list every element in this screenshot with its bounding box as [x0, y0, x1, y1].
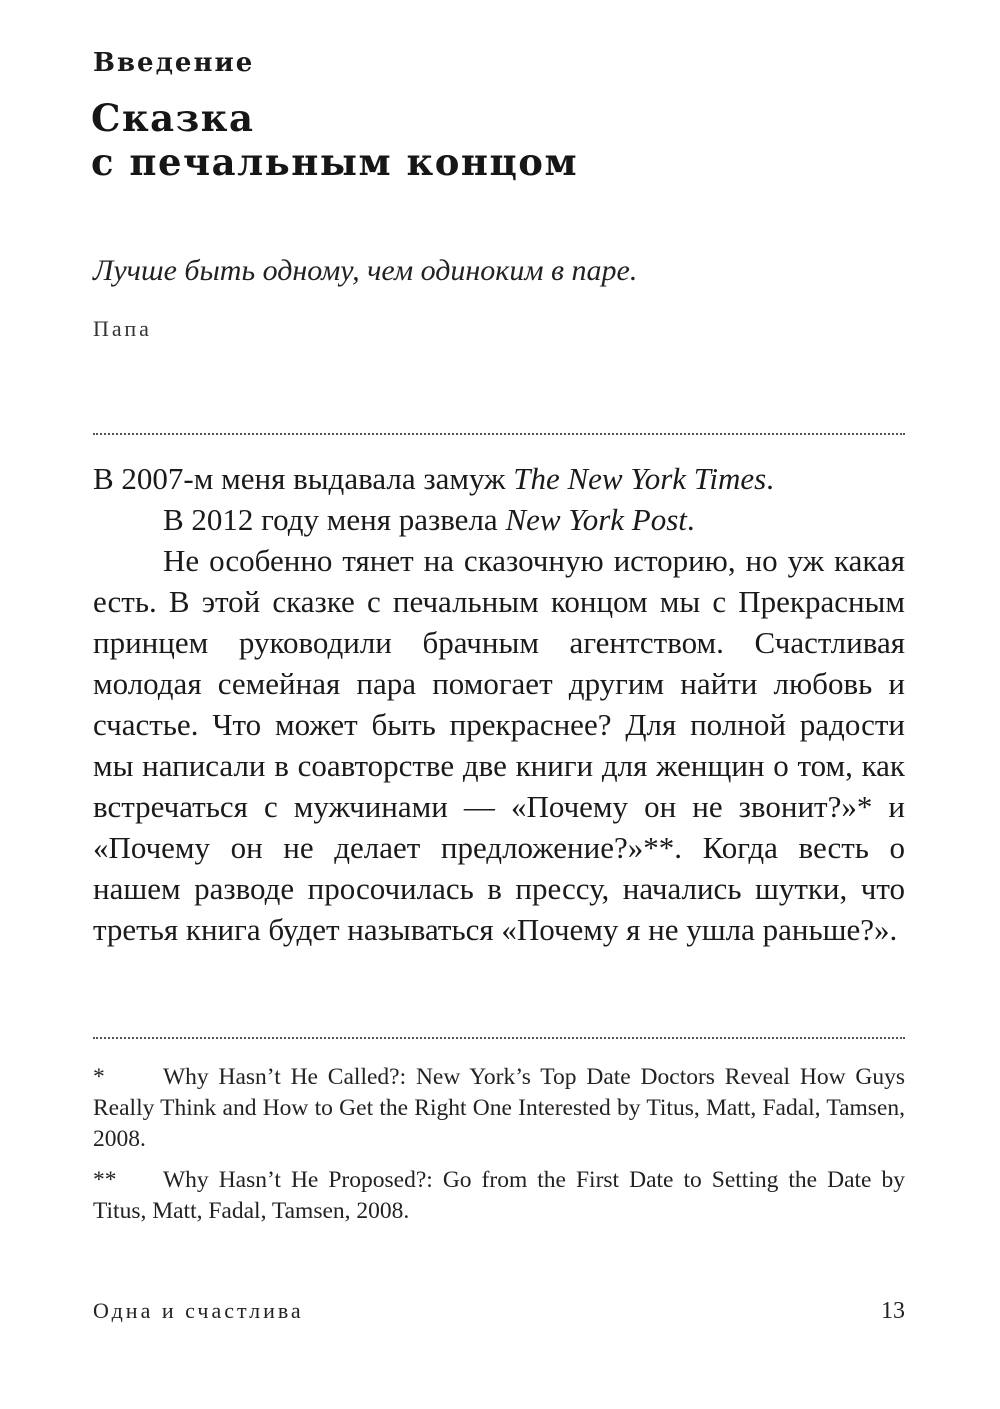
- paragraph-1: [93, 458, 905, 499]
- page-number: 13: [881, 1298, 905, 1324]
- paragraph-1-end: .: [766, 461, 774, 496]
- chapter-title-line-2: с печальным концом: [91, 140, 579, 184]
- footnote-2-mark: **: [93, 1167, 117, 1193]
- footnote-1: [93, 1062, 905, 1155]
- paragraph-2: [93, 499, 905, 540]
- footnotes: [93, 1062, 905, 1237]
- chapter-title-line-1: Сказка: [91, 96, 255, 140]
- paragraph-3: Не особенно тянет на сказочную историю, но уж какая есть. В этой сказке с печальным концом мы с Прекрасным принцем руководили брачным агентством. Счастливая молодая семейная пара помогает другим найти любовь и счастье. Что может быть прекраснее? Для полной радости мы написали в соавторстве две книги для женщин о том, как встречаться с мужчинами — «Почему он не звонит?»* и «Почему он не делает предложение?»**. Когда весть о нашем разводе просочилась в прессу, начались шутки, что третья книга будет называться «Почему я не ушла раньше?».: [93, 543, 905, 947]
- epigraph-text: Лучше быть одному, чем одиноким в паре.: [93, 254, 638, 287]
- footnote-2: [93, 1165, 905, 1227]
- paragraph-2-text: В 2012 году меня развела: [163, 502, 506, 537]
- running-title: Одна и счастлива: [93, 1298, 304, 1323]
- dotted-divider-top: [93, 433, 905, 435]
- footnote-2-text: Why Hasn’t He Proposed?: Go from the First Date to Setting the Date by Titus, Matt, Fadal, Tamsen, 2008.: [93, 1167, 905, 1224]
- newspaper-title-nypost: New York Post: [505, 502, 687, 537]
- body-text: [93, 458, 905, 950]
- epigraph-author: Папа: [93, 316, 152, 341]
- footnote-1-text: Why Hasn’t He Called?: New York’s Top Date Doctors Reveal How Guys Really Think and How to Get the Right One Interested by Titus, Matt, Fadal, Tamsen, 2008.: [93, 1064, 905, 1152]
- paragraph-2-end: .: [686, 502, 695, 537]
- footnote-1-mark: *: [93, 1064, 105, 1090]
- chapter-title: [91, 96, 578, 184]
- newspaper-title-nyt: The New York Times: [513, 461, 767, 496]
- chapter-label: Введение: [93, 48, 255, 78]
- paragraph-1-text: В 2007-м меня выдавала замуж: [93, 461, 514, 496]
- dotted-divider-bottom: [93, 1037, 905, 1039]
